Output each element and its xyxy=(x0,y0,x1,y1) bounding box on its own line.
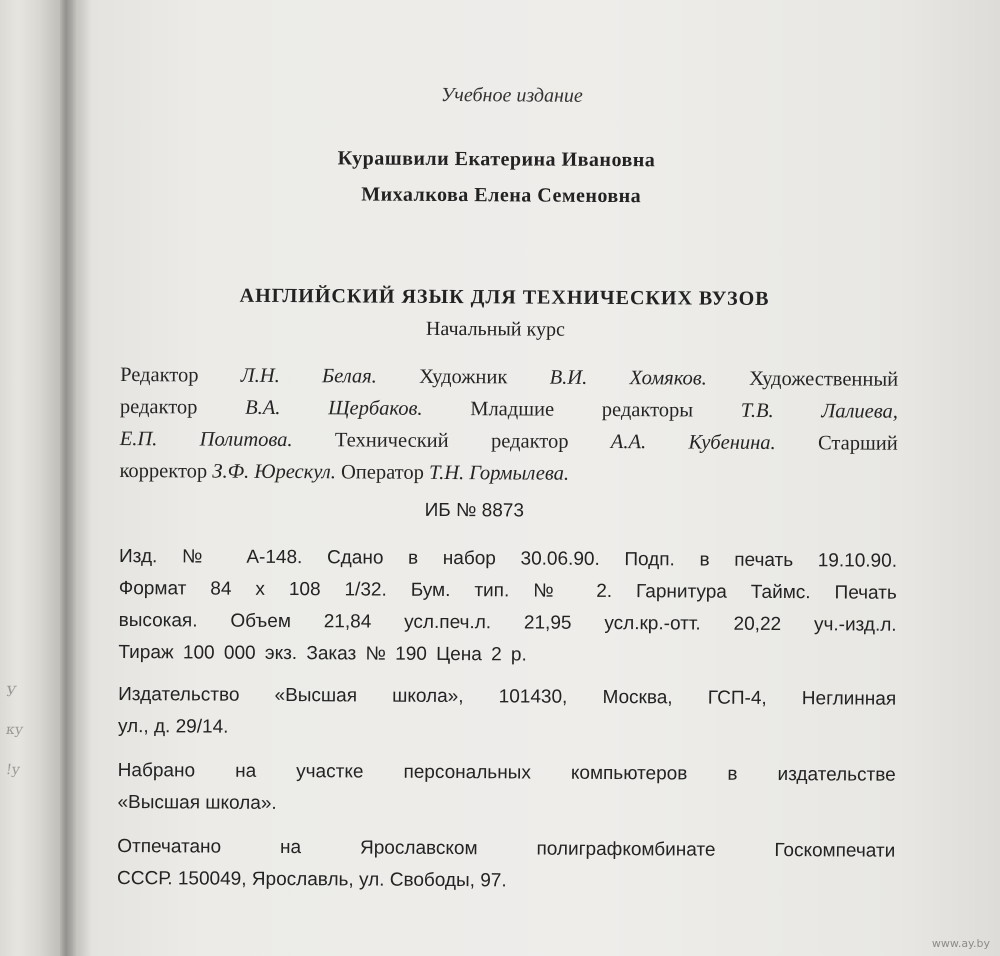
credits-line: редактор В.А. Щербаков. Младшие редакторы Т.В. Лалиева, xyxy=(119,395,899,423)
author-name: Курашвили Екатерина Ивановна xyxy=(337,147,656,172)
book-subtitle: Начальный курс xyxy=(425,317,565,341)
printed-line: Отпечатано на Ярославском полиграфкомбинате Госкомпечати xyxy=(117,835,896,862)
author-name: Михалкова Елена Семеновна xyxy=(361,183,642,208)
edition-label: Учебное издание xyxy=(440,83,583,107)
site-watermark: www.ay.by xyxy=(931,937,990,950)
credits-line: Е.П. Политова. Технический редактор А.А. Кубенина. Старший xyxy=(119,427,898,455)
ib-number: ИБ № 8873 xyxy=(424,499,525,522)
print-info-line: Изд. № А-148. Сдано в набор 30.06.90. Подп. в печать 19.10.90. xyxy=(118,545,898,572)
publisher-line: ул., д. 29/14. xyxy=(117,715,229,738)
left-page xyxy=(0,0,62,956)
printed-line: СССР. 150049, Ярославль, ул. Свободы, 97. xyxy=(116,867,507,892)
typeset-line: «Высшая школа». xyxy=(117,791,277,814)
publisher-line: Издательство «Высшая школа», 101430, Москва, ГСП-4, Неглинная xyxy=(118,683,897,710)
left-page-bleed-text: !у xyxy=(4,762,21,778)
print-info-line: высокая. Объем 21,84 усл.печ.л. 21,95 усл.кр.-отт. 20,22 уч.-изд.л. xyxy=(118,609,897,636)
credits-line: корректор З.Ф. Юрескул. Оператор Т.Н. Гормылева. xyxy=(119,459,570,485)
credits-line: Редактор Л.Н. Белая. Художник В.И. Хомяков. Художественный xyxy=(120,363,899,391)
left-page-bleed-text: У xyxy=(4,684,18,700)
print-info-line: Формат 84 х 108 1/32. Бум. тип. № 2. Гарнитура Таймс. Печать xyxy=(118,577,897,604)
typeset-line: Набрано на участке персональных компьютеров в издательстве xyxy=(117,759,896,786)
book-gutter xyxy=(60,0,78,956)
book-title: АНГЛИЙСКИЙ ЯЗЫК ДЛЯ ТЕХНИЧЕСКИХ ВУЗОВ xyxy=(239,284,770,310)
colophon-page xyxy=(116,70,902,892)
left-page-bleed-text: ку xyxy=(4,722,25,738)
print-info-line: Тираж 100 000 экз. Заказ № 190 Цена 2 р. xyxy=(118,641,527,666)
